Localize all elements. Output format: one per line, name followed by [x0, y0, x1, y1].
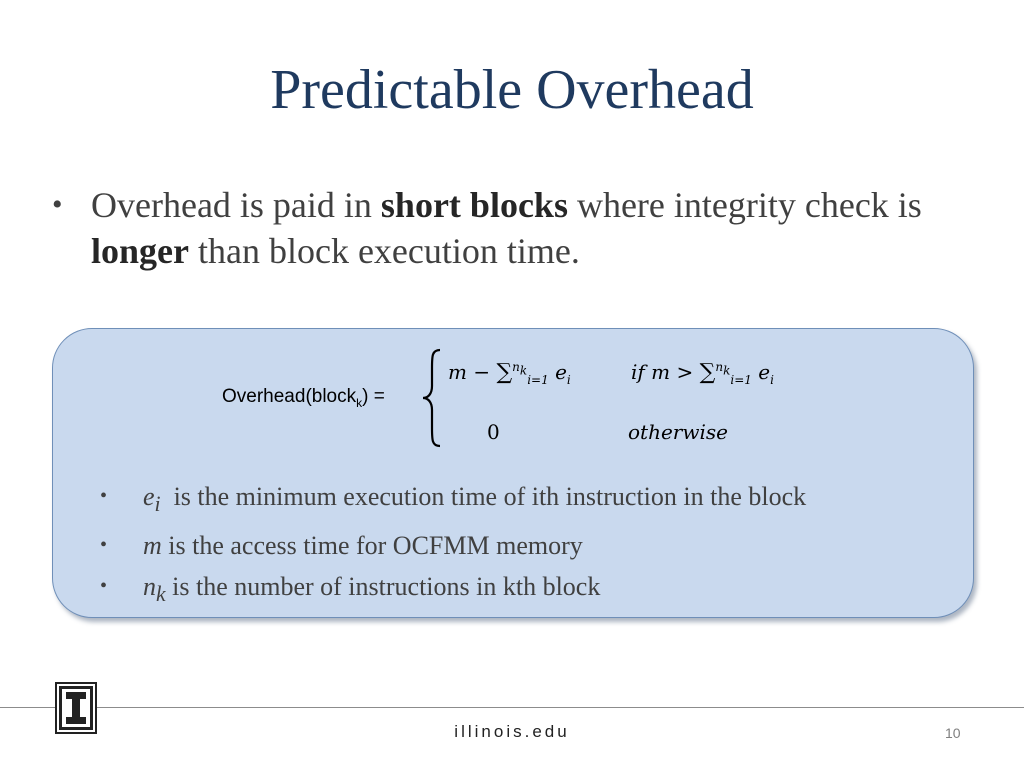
- curly-brace-icon: [420, 348, 444, 448]
- footer-divider: [0, 707, 1024, 708]
- definition-item-n: • $n_k$ is the number of instructions in kth block: [100, 572, 601, 607]
- definition-item-e: • $e_i$ is the minimum execution time of ith instruction in the block: [100, 482, 807, 517]
- slide-title: Predictable Overhead: [270, 59, 754, 121]
- bold-longer: longer: [91, 231, 189, 271]
- main-bullet: [52, 182, 982, 274]
- bold-short-blocks: short blocks: [380, 185, 568, 225]
- page-number: 10: [945, 725, 961, 741]
- case2-value: 0: [487, 420, 500, 444]
- case1-expression: m − ∑$^{n_k}_{i=1}$ $e_i$: [448, 360, 571, 387]
- definition-item-m: • m is the access time for OCFMM memory: [100, 531, 583, 561]
- case1-condition: if m > ∑$^{n_k}_{i=1}$ $e_i$: [631, 360, 774, 387]
- definitions-list: [100, 476, 960, 615]
- formula-label: Overhead(block$_k$) =: [222, 386, 385, 410]
- case2-condition: otherwise: [628, 420, 728, 444]
- bullet-dot: •: [52, 188, 63, 221]
- footer-url: illinois.edu: [454, 722, 570, 741]
- main-bullet-text: Overhead is paid in short blocks where integrity check is longer than block execution time.: [91, 185, 922, 271]
